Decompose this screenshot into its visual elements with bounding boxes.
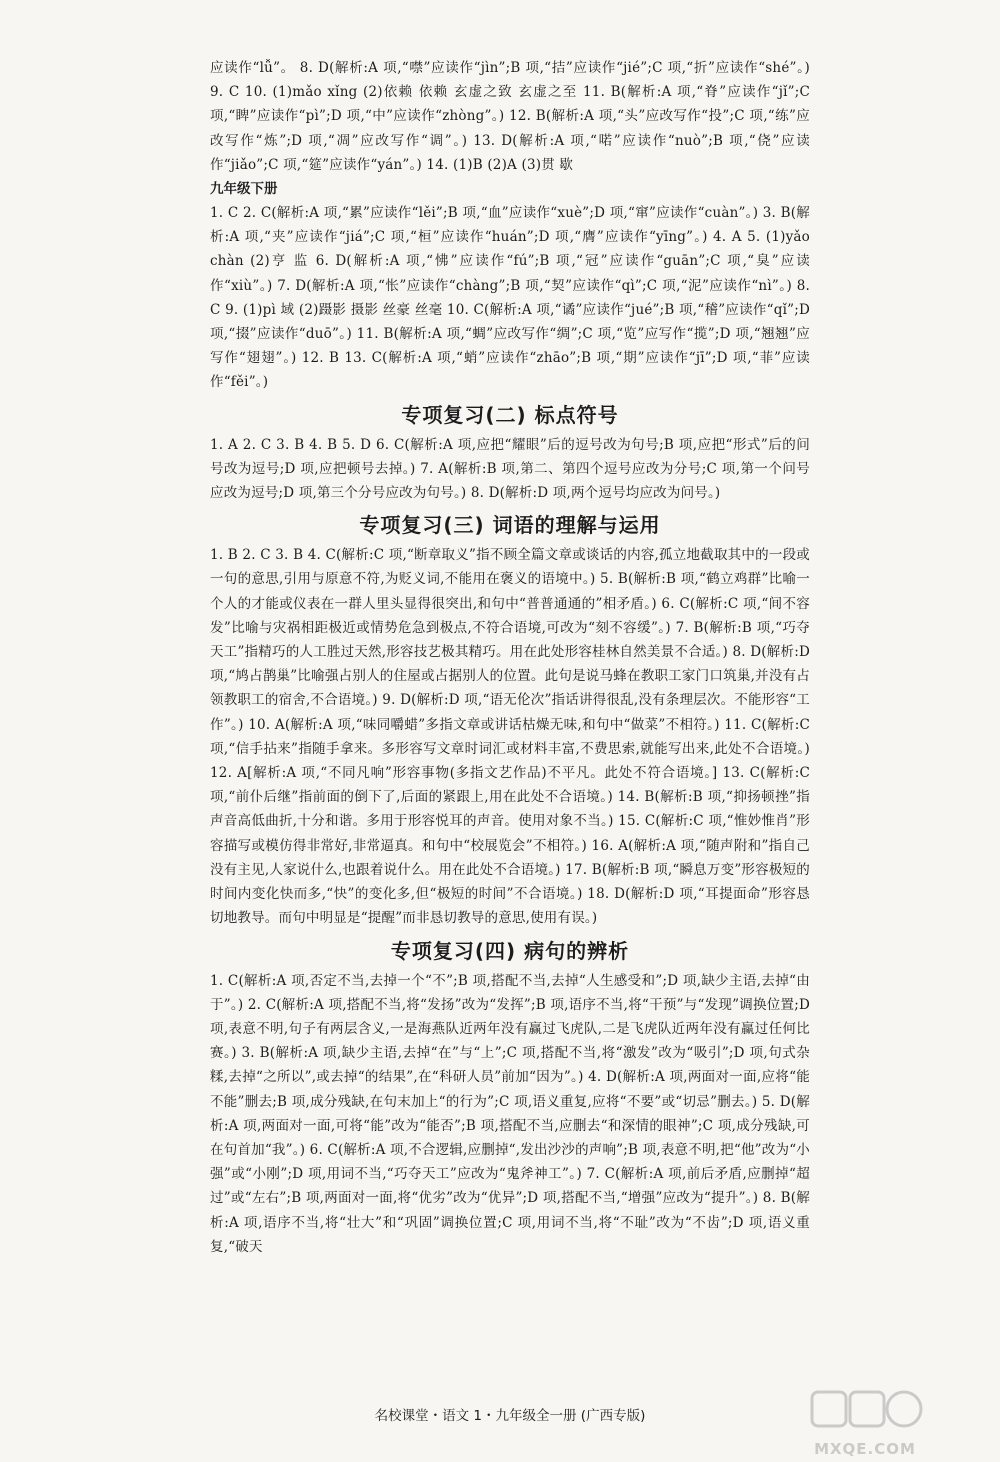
watermark-logo	[790, 1388, 940, 1458]
page-footer: 名校课堂・语文 1・九年级全一册 (广西专版)	[374, 1408, 646, 1424]
answer-paragraph-4: 1. B 2. C 3. B 4. C(解析:C 项,“断章取义”指不顾全篇文章或谈话的内容,孤立地截取其中的一段或一句的意思,引用与原意不符,为贬义词,不能用在褒义的语境中。) 5. B(解析:B 项,“鹤立鸡群”比喻一个人的才能或仪表在一群人里头显得很突出,和句中“普普通通的”相矛盾。) 6. C(解析:C 项,“间不容发”比喻与灾祸相距极近或情势危急到极点,不符合语境,可改为“刻不容缓”。) 7. B(解析:B 项,“巧夺天工”指精巧的人工胜过天然,形容技艺极其精巧。用在此处形容桂林自然美景不合适。) 8. D(解析:D 项,“鸠占鹊巢”比喻强占别人的住屋或占据别人的位置。此句是说马蜂在教职工家门口筑巢,并没有占领教职工的宿舍,不合语境。) 9. D(解析:D 项,“语无伦次”指话讲得很乱,没有条理层次。不能形容“工作”。) 10. A(解析:A 项,“味同嚼蜡”多指文章或讲话枯燥无味,和句中“做菜”不相符。) 11. C(解析:C 项,“信手拈来”指随手拿来。多形容写文章时词汇或材料丰富,不费思索,就能写出来,此处不合语境。) 12. A[解析:A 项,“不同凡响”形容事物(多指文艺作品)不平凡。此处不符合语境。] 13. C(解析:C 项,“前仆后继”指前面的倒下了,后面的紧跟上,用在此处不合语境。) 14. B(解析:B 项,“抑扬顿挫”指声音高低曲折,十分和谐。多用于形容悦耳的声音。使用对象不当。) 15. C(解析:C 项,“惟妙惟肖”形容描写或模仿得非常好,非常逼真。和句中“校展览会”不相符。) 16. A(解析:A 项,“随声附和”指自己没有主见,人家说什么,也跟着说什么。用在此处不合语境。) 17. B(解析:B 项,“瞬息万变”形容极短的时间内变化快而多,“快”的变化多,但“极短的时间”不合语境。) 18. D(解析:D 项,“耳提面命”形容恳切地教导。而句中明显是“提醒”而非恳切教导的意思,使用有误。)	[210, 547, 810, 927]
answer-paragraph-3: 1. A 2. C 3. B 4. B 5. D 6. C(解析:A 项,应把“耀眼”后的逗号改为句号;B 项,应把“形式”后的问号改为逗号;D 项,应把顿号去掉。) 7. A(解析:B 项,第二、第四个逗号应改为分号;C 项,第一个问号应改为逗号;D 项,第三个分号应改为句号。) 8. D(解析:D 项,两个逗号均应改为问号。)	[210, 436, 810, 502]
section-title-vocabulary: 专项复习(三) 词语的理解与运用	[359, 513, 661, 538]
subsection-heading: 九年级下册	[210, 181, 278, 198]
section-title-sentence-errors: 专项复习(四) 病句的辨析	[390, 938, 630, 963]
section-title-punctuation: 专项复习(二) 标点符号	[401, 402, 619, 427]
watermark-emblem-icon	[790, 1388, 940, 1438]
answer-paragraph-5: 1. C(解析:A 项,否定不当,去掉一个“不”;B 项,搭配不当,去掉“人生感受和”;D 项,缺少主语,去掉“由于”。) 2. C(解析:A 项,搭配不当,将“发扬”改为“发挥”;B 项,语序不当,将“干预”与“发现”调换位置;D 项,表意不明,句子有两层含义,一是海燕队近两年没有赢过飞虎队,二是飞虎队近两年没有赢过任何比赛。) 3. B(解析:A 项,缺少主语,去掉“在”与“上”;C 项,搭配不当,将“激发”改为“吸引”;D 项,句式杂糅,去掉“之所以”,或去掉“的结果”,在“科研人员”前加“因为”。) 4. D(解析:A 项,两面对一面,应将“能不能”删去;B 项,成分残缺,在句末加上“的行为”;C 项,语义重复,应将“不要”或“切忌”删去。) 5. D(解析:A 项,两面对一面,可将“能”改为“能否”;B 项,搭配不当,应删去“和深情的眼神”;C 项,成分残缺,可在句首加“我”。) 6. C(解析:A 项,不合逻辑,应删掉“,发出沙沙的声响”;B 项,表意不明,把“他”改为“小强”或“小刚”;D 项,用词不当,“巧夺天工”应改为“鬼斧神工”。) 7. C(解析:A 项,前后矛盾,应删掉“超过”或“左右”;B 项,两面对一面,将“优劣”改为“优异”;D 项,搭配不当,“增强”应改为“提升”。) 8. B(解析:A 项,语序不当,将“壮大”和“巩固”调换位置;C 项,用词不当,将“不耻”改为“不齿”;D 项,语义重复,“破天	[210, 972, 810, 1255]
answer-paragraph-1: 应读作“lǚ”。 8. D(解析:A 项,“噤”应读作“jìn”;B 项,“拮”应读作“jié”;C 项,“折”应读作“shé”。) 9. C 10. (1)mǎo xǐng (2)依赖 依赖 玄虚之致 玄虚之至 11. B(解析:A 项,“脊”应读作“jǐ”;C 项,“睥”应读作“pì”;D 项,“中”应读作“zhòng”。) 12. B(解析:A 项,“头”应改写作“投”;C 项,“练”应改写作“炼”;D 项,“凋”应改写作“调”。) 13. D(解析:A 项,“喏”应读作“nuò”;B 项,“侥”应读作“jiǎo”;C 项,“筵”应读作“yán”。) 14. (1)B (2)A (3)贯 歇	[210, 60, 810, 173]
answer-paragraph-2: 1. C 2. C(解析:A 项,“累”应读作“lěi”;B 项,“血”应读作“xuè”;D 项,“窜”应读作“cuàn”。) 3. B(解析:A 项,“夹”应读作“jiá”;C 项,“桓”应读作“huán”;D 项,“膺”应读作“yīng”。) 4. A 5. (1)yǎo chàn (2)亨 监 6. D(解析:A 项,“怫”应读作“fú”;B 项,“冠”应读作“guān”;C 项,“臭”应读作“xiù”。) 7. D(解析:A 项,“怅”应读作“chàng”;B 项,“契”应读作“qì”;C 项,“泥”应读作“nì”。) 8. C 9. (1)pì 域 (2)蹑影 摄影 丝豪 丝毫 10. C(解析:A 项,“谲”应读作“jué”;B 项,“稽”应读作“qǐ”;D 项,“掇”应读作“duō”。) 11. B(解析:A 项,“蜩”应改写作“绸”;C 项,“览”应写作“揽”;D 项,“翘翘”应写作“翅翅”。) 12. B 13. C(解析:A 项,“蛸”应读作“zhāo”;B 项,“期”应读作“jī”;D 项,“菲”应读作“fěi”。)	[210, 205, 810, 391]
answer-page	[210, 56, 810, 1259]
watermark-text: MXQE.COM	[814, 1440, 916, 1458]
